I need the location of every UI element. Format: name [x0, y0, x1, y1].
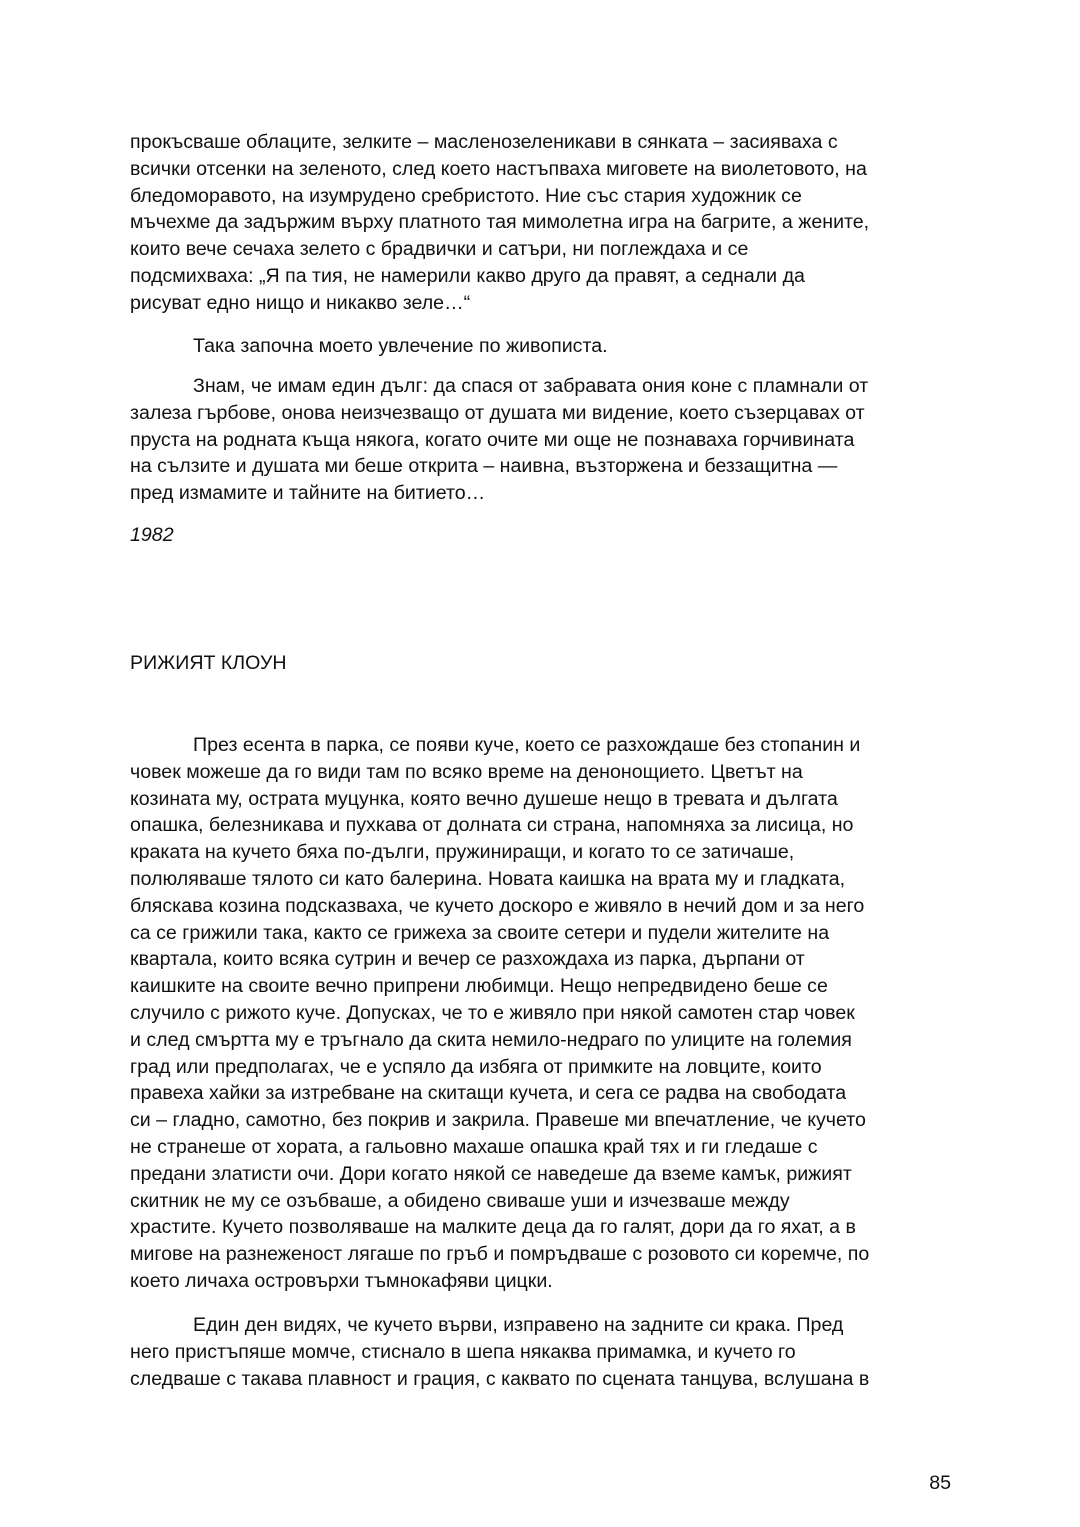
- paragraph-line: град или предполагах, че е успяло да избяга от примките на ловците, които: [130, 1055, 822, 1078]
- paragraph-line: и след смъртта му е тръгнало да скита немило-недраго по улиците на големия: [130, 1028, 852, 1051]
- paragraph-line: пруста на родната къща някога, когато очите ми още не познаваха горчивината: [130, 428, 855, 451]
- paragraph-line: бледоморавото, на изумрудено сребристото. Ние със стария художник се: [130, 184, 802, 207]
- paragraph-line: пред измамите и тайните на битието…: [130, 482, 486, 505]
- painting-passion-paragraph: [130, 333, 956, 360]
- page-number: 85: [929, 1472, 951, 1494]
- year-text: 1982: [130, 524, 174, 546]
- paragraph-line: които вече сечаха зелето с брадвички и сатъри, ни поглеждаха и се: [130, 238, 749, 261]
- story-paragraph-2: [130, 1312, 956, 1392]
- paragraph-line: козината му, острата муцунка, която вечно душеше нещо в тревата и дългата: [130, 787, 838, 810]
- paragraph-line: скитник не му се озъбваше, а обидено свиваше уши и изчезваше между: [130, 1189, 790, 1212]
- paragraph-line: са се грижили така, както се грижеха за своите сетери и пудели жителите на: [130, 921, 830, 944]
- paragraph-line: предани златисти очи. Дори когато някой се наведеше да вземе камък, рижият: [130, 1162, 852, 1185]
- paragraph-line: Един ден видях, че кучето върви, изправено на задните си крака. Пред: [193, 1314, 844, 1336]
- paragraph-line: опашка, белезникава и пухкава от долната си страна, напомняха за лисица, но: [130, 814, 854, 837]
- paragraph-line: рисуват едно нищо и никакво зеле…“: [130, 291, 471, 314]
- paragraph-line: залеза гърбове, онова неизчезващо от душата ми видение, което съзерцавах от: [130, 401, 865, 424]
- year-dateline: [130, 522, 956, 549]
- paragraph-line: мигове на разнеженост лягаше по гръб и помръдваше с розовото си коремче, по: [130, 1243, 870, 1266]
- paragraph-line: него пристъпяше момче, стиснало в шепа някаква примамка, и кучето го: [130, 1340, 796, 1363]
- paragraph-line: случило с рижото куче. Допусках, че то е живяло при някой самотен стар човек: [130, 1001, 855, 1024]
- paragraph-line: краката на кучето бяха по-дълги, пружиниращи, и когато то се затичаше,: [130, 841, 795, 864]
- paragraph-line: Знам, че имам един дълг: да спася от забравата ония коне с пламнали от: [193, 375, 869, 397]
- paragraph-line: на сълзите и душата ми беше открита – наивна, възторжена и беззащитна —: [130, 455, 838, 478]
- paragraph-line: което личаха островърхи тъмнокафяви цицки.: [130, 1269, 553, 1292]
- paragraph-line: храстите. Кучето позволяваше на малките деца да го галят, дори да го яхат, а в: [130, 1216, 856, 1239]
- paragraph-line: каишките на своите вечно припрени любимци. Нещо непредвидено беше се: [130, 975, 828, 998]
- story-paragraph-1: [130, 732, 956, 1295]
- paragraph-line: бляскава козина подсказваха, че кучето доскоро е живяло в нечий дом и за него: [130, 894, 865, 917]
- story-title: РИЖИЯТ КЛОУН: [130, 652, 287, 674]
- paragraph-line: мъчехме да задържим върху платното тая мимолетна игра на багрите, а жените,: [130, 211, 870, 234]
- paragraph-line: не странеше от хората, а гальовно махаше опашка край тях и ги гледаше с: [130, 1135, 818, 1158]
- paragraph-line: Така започна моето увлечение по живописта.: [193, 335, 608, 357]
- paragraph-line: всички отсенки на зеленото, след което настъпваха миговете на виолетовото, на: [130, 157, 867, 180]
- intro-paragraph: [130, 129, 956, 317]
- paragraph-line: прокъсваше облаците, зелките – масленозеленикави в сянката – засияваха с: [130, 131, 838, 153]
- paragraph-line: През есента в парка, се появи куче, което се разхождаше без стопанин и: [193, 734, 861, 756]
- paragraph-line: човек можеше да го види там по всяко време на денонощието. Цветът на: [130, 760, 803, 783]
- paragraph-line: следваше с такава плавност и грация, с каквато по сцената танцува, вслушана в: [130, 1367, 870, 1390]
- paragraph-line: си – гладно, самотно, без покрив и закрила. Правеше ми впечатление, че кучето: [130, 1109, 866, 1132]
- debt-paragraph: [130, 373, 956, 507]
- paragraph-line: квартала, които всяка сутрин и вечер се разхождаха из парка, дърпани от: [130, 948, 805, 971]
- paragraph-line: подсмихваха: „Я па тия, не намерили какво друго да правят, а седнали да: [130, 264, 805, 287]
- paragraph-line: полюляваше тялото си като балерина. Новата каишка на врата му и гладката,: [130, 867, 846, 890]
- paragraph-line: правеха хайки за изтребване на скитащи кучета, и сега се радва на свободата: [130, 1082, 847, 1105]
